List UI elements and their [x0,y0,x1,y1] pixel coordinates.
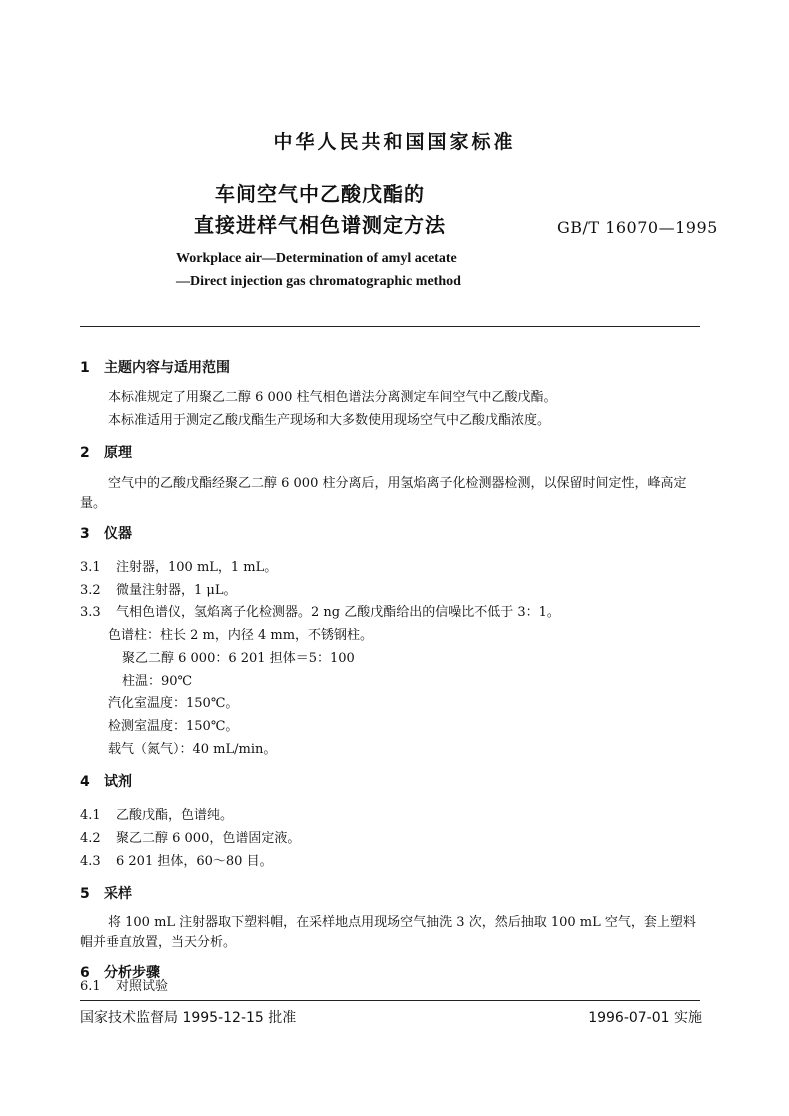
item-number: 3.1 [80,560,101,575]
section-title: 采样 [104,886,132,902]
section-number: 3 [80,526,90,542]
section-number: 5 [80,886,90,902]
document-title-zh-line1: 车间空气中乙酸戊酯的 [215,182,425,206]
item-number: 3.2 [80,583,101,598]
item-text: 6 201 担体，60～80 目。 [116,854,273,869]
effective-date: 1996-07-01 实施 [588,1010,702,1026]
section-1-heading [80,357,230,377]
stationary-phase-ratio: 聚乙二醇 6 000：6 201 担体＝5：100 [122,651,355,666]
footer-divider [80,1000,700,1001]
section-title: 主题内容与适用范围 [104,360,230,376]
item-4-2 [80,827,300,846]
section-title: 仪器 [104,526,132,542]
column-spec: 色谱柱：柱长 2 m，内径 4 mm，不锈钢柱。 [108,628,374,643]
section-number: 1 [80,360,90,376]
item-6-1 [80,975,168,994]
vaporizer-temperature: 汽化室温度：150℃。 [108,696,239,711]
document-title-en-line2: —Direct injection gas chromatographic method [176,274,461,289]
item-number: 4.1 [80,808,101,823]
section-1-paragraph-2: 本标准适用于测定乙酸戊酯生产现场和大多数使用现场空气中乙酸戊酯浓度。 [108,413,551,428]
title-divider [80,326,700,327]
section-number: 6 [80,965,90,981]
document-title-zh-line2: 直接进样气相色谱测定方法 [194,213,446,237]
item-text: 乙酸戊酯，色谱纯。 [116,808,234,823]
standard-header-title: 中华人民共和国国家标准 [273,131,516,153]
item-text: 对照试验 [116,979,169,994]
item-text: 注射器，100 mL，1 mL。 [116,560,278,575]
item-number: 4.2 [80,831,101,846]
item-3-2 [80,579,237,598]
item-number: 3.3 [80,605,101,620]
section-5-paragraph: 将 100 mL 注射器取下塑料帽，在采样地点用现场空气抽洗 3 次，然后抽取 100 mL 空气，套上塑料帽并垂直放置，当天分析。 [80,915,696,950]
section-2-paragraph: 空气中的乙酸戊酯经聚乙二醇 6 000 柱分离后，用氢焰离子化检测器检测，以保留时间定性，峰高定量。 [80,476,687,511]
standard-number: GB/T 16070—1995 [557,218,718,237]
section-3-heading [80,523,132,543]
item-text: 微量注射器，1 μL。 [116,583,237,598]
item-4-3 [80,850,273,869]
item-number: 4.3 [80,854,101,869]
item-4-1 [80,804,233,823]
detector-temperature: 检测室温度：150℃。 [108,719,239,734]
section-4-heading [80,771,132,791]
section-number: 4 [80,774,90,790]
carrier-gas: 载气（氮气）：40 mL/min。 [108,742,277,757]
item-number: 6.1 [80,979,101,994]
item-text: 聚乙二醇 6 000，色谱固定液。 [116,831,301,846]
document-title-en-line1: Workplace air—Determination of amyl acetate [176,251,457,266]
section-5-heading [80,883,132,903]
section-number: 2 [80,445,90,461]
section-title: 分析步骤 [104,965,160,981]
section-2-heading [80,442,132,462]
approval-date: 国家技术监督局 1995-12-15 批准 [80,1010,297,1026]
section-title: 原理 [104,445,132,461]
item-text: 气相色谱仪，氢焰离子化检测器。2 ng 乙酸戊酯给出的信噪比不低于 3：1。 [116,605,560,620]
section-title: 试剂 [104,774,132,790]
item-3-3 [80,601,560,620]
column-temperature: 柱温：90℃ [122,674,193,689]
section-1-paragraph-1: 本标准规定了用聚乙二醇 6 000 柱气相色谱法分离测定车间空气中乙酸戊酯。 [108,390,557,405]
item-3-1 [80,556,277,575]
